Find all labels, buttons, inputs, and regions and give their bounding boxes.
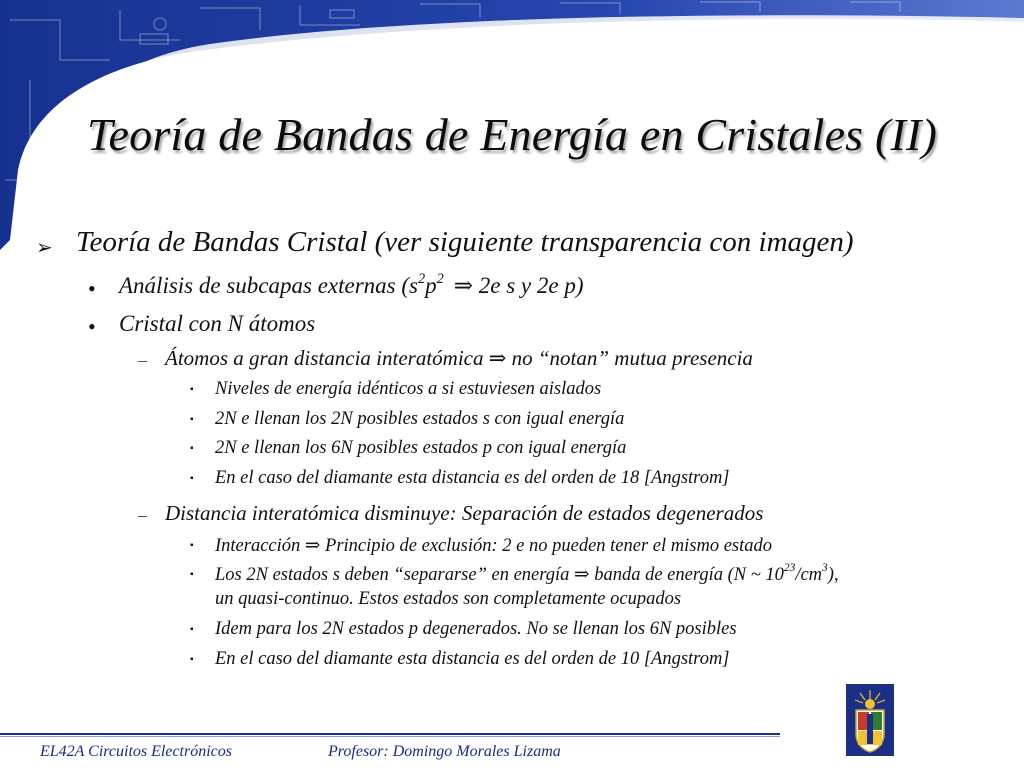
square-bullet-icon: ▪ [190, 443, 194, 454]
bullet-icon: • [88, 276, 96, 301]
footer-rule-secondary [0, 736, 780, 737]
dash-bullet-icon: – [138, 505, 147, 525]
text-segment: Principio de exclusión: 2 e no pueden tener el mismo estado [320, 536, 773, 556]
text-segment: banda de energía (N ~ 10 [589, 565, 784, 585]
bullet-main: Teoría de Bandas Cristal (ver siguiente transparencia con imagen) [76, 226, 854, 258]
bullet-icon: • [88, 314, 96, 339]
superscript: 2 [436, 271, 444, 287]
bullet-energy-band [215, 564, 839, 586]
text-segment: Interacción [215, 536, 305, 556]
text-segment: ), [827, 565, 839, 585]
bullet-identical-levels: Niveles de energía idénticos a si estuviesen aislados [215, 379, 602, 399]
bullet-energy-band-continuation: un quasi-continuo. Estos estados son completamente ocupados [215, 589, 682, 609]
implies-arrow-icon: ⇒ [453, 273, 473, 298]
square-bullet-icon: ▪ [190, 624, 194, 635]
text-segment: Átomos a gran distancia interatómica [165, 346, 489, 370]
square-bullet-icon: ▪ [190, 654, 194, 665]
text-segment: /cm [795, 565, 823, 585]
footer-professor: Profesor: Domingo Morales Lizama [328, 743, 561, 760]
superscript: 3 [822, 562, 828, 574]
implies-arrow-icon: ⇒ [574, 565, 590, 585]
bullet-diamond-10: En el caso del diamante esta distancia es del orden de 10 [Angstrom] [215, 649, 730, 669]
superscript: 23 [783, 562, 796, 574]
square-bullet-icon: ▪ [190, 569, 194, 580]
text-segment: 2e s y 2e p) [473, 273, 584, 298]
bullet-crystal-n-atoms: Cristal con N átomos [119, 311, 316, 336]
dash-bullet-icon: – [138, 350, 147, 370]
bullet-large-distance [165, 346, 753, 371]
bullet-distance-decreases: Distancia interatómica disminuye: Separación de estados degenerados [165, 501, 764, 525]
text-segment: no “notan” mutua presencia [506, 346, 753, 370]
square-bullet-icon: ▪ [190, 540, 194, 551]
bullet-diamond-18: En el caso del diamante esta distancia es del orden de 18 [Angstrom] [215, 468, 730, 488]
slide-title: Teoría de Bandas de Energía en Cristales (II) [86, 109, 938, 160]
implies-arrow-icon: ⇒ [304, 536, 321, 556]
bullet-6n-p-states: 2N e llenan los 6N posibles estados p con igual energía [215, 438, 627, 458]
text-segment: Los 2N estados s deben “separarse” en energía [215, 565, 575, 585]
footer-course: EL42A Circuitos Electrónicos [40, 743, 232, 760]
footer-rule [0, 733, 780, 735]
square-bullet-icon: ▪ [190, 384, 194, 395]
square-bullet-icon: ▪ [190, 414, 194, 425]
text-segment: p [425, 273, 437, 298]
text-segment: Análisis de subcapas externas (s [119, 273, 418, 298]
superscript: 2 [417, 271, 426, 287]
square-bullet-icon: ▪ [190, 473, 194, 484]
arrow-bullet-icon: ➢ [36, 237, 53, 259]
bullet-p-degenerate: Idem para los 2N estados p degenerados. No se llenan los 6N posibles [215, 619, 737, 639]
bullet-subshell-analysis [119, 273, 584, 299]
university-logo [846, 684, 894, 756]
bullet-2n-s-states: 2N e llenan los 2N posibles estados s con igual energía [215, 409, 625, 429]
implies-arrow-icon: ⇒ [488, 346, 507, 370]
bullet-interaction [215, 535, 772, 557]
